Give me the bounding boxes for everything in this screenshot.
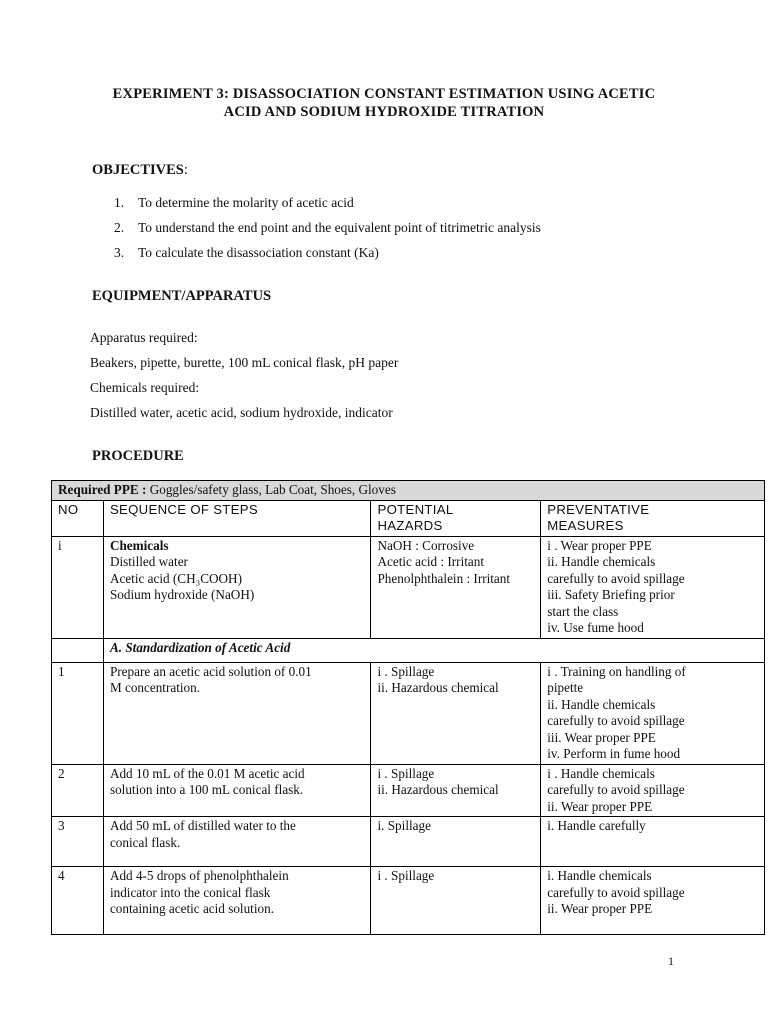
row-hazards <box>371 817 541 867</box>
measure-line: pipette <box>547 680 584 695</box>
measure-line: iii. Safety Briefing prior <box>547 587 675 602</box>
ppe-row <box>52 481 765 501</box>
measure-line: i . Training on handling of <box>547 663 686 679</box>
step-title: Chemicals <box>109 537 169 553</box>
list-item-text: To determine the molarity of acetic acid <box>138 195 354 210</box>
table-row <box>52 536 765 638</box>
ppe-value: Goggles/safety glass, Lab Coat, Shoes, Gloves <box>146 482 396 497</box>
procedure-table <box>51 480 765 935</box>
row-steps <box>103 764 371 817</box>
list-item-number: 1. <box>114 195 125 210</box>
row-steps <box>103 662 371 764</box>
step-line: indicator into the conical flask <box>109 884 271 900</box>
step-line: containing acetic acid solution. <box>109 901 274 916</box>
chemicals-label: Chemicals required: <box>90 380 200 395</box>
hazard-line: ii. Hazardous chemical <box>377 782 499 797</box>
list-item-number: 2. <box>114 220 125 235</box>
table-row <box>52 662 765 764</box>
row-steps <box>103 536 371 638</box>
section-empty-cell <box>52 638 104 662</box>
header-measures-line: PREVENTATIVE <box>547 501 650 517</box>
row-number: 3 <box>52 817 104 867</box>
measure-line: ii. Handle chemicals <box>547 554 656 569</box>
header-measures-line: MEASURES <box>547 518 624 533</box>
measure-line: i. Handle chemicals <box>547 868 652 883</box>
title-line-2: ACID AND SODIUM HYDROXIDE TITRATION <box>223 104 545 120</box>
measure-line: ii. Handle chemicals <box>547 696 656 712</box>
list-item <box>114 220 541 245</box>
row-hazards <box>371 867 541 935</box>
step-line: Distilled water <box>109 554 188 569</box>
row-measures <box>541 536 765 638</box>
table-row <box>52 817 765 867</box>
hazard-line: i. Spillage <box>377 818 431 833</box>
step-line: Sodium hydroxide (NaOH) <box>109 587 255 602</box>
chemicals-list: Distilled water, acetic acid, sodium hydroxide, indicator <box>90 405 393 420</box>
measure-line: ii. Wear proper PPE <box>547 798 653 814</box>
row-steps <box>103 867 371 935</box>
row-number: i <box>52 536 104 638</box>
header-hazards-line: HAZARDS <box>377 518 443 533</box>
measure-line: ii. Wear proper PPE <box>547 901 653 916</box>
header-measures <box>541 500 765 536</box>
section-title: A. Standardization of Acetic Acid <box>103 638 764 662</box>
step-line: Add 50 mL of distilled water to the <box>109 818 296 833</box>
step-line: conical flask. <box>109 834 181 850</box>
measure-line: iii. Wear proper PPE <box>547 729 656 745</box>
header-hazards-line: POTENTIAL <box>377 501 454 517</box>
row-hazards <box>371 764 541 817</box>
hazard-line: i . Spillage <box>377 765 435 781</box>
step-line: Acetic acid (CH₃COOH) <box>109 570 242 586</box>
procedure-heading: PROCEDURE <box>92 448 184 464</box>
apparatus-list: Beakers, pipette, burette, 100 mL conical flask, pH paper <box>90 355 399 370</box>
measure-line: start the class <box>547 603 619 619</box>
hazard-line: i . Spillage <box>377 868 435 883</box>
equipment-heading: EQUIPMENT/APPARATUS <box>92 288 272 304</box>
header-hazards <box>371 500 541 536</box>
apparatus-label: Apparatus required: <box>90 330 198 345</box>
page-number: 1 <box>668 954 674 968</box>
measure-line: i . Wear proper PPE <box>547 537 652 553</box>
title-line-1: EXPERIMENT 3: DISASSOCIATION CONSTANT ESTIMATION USING ACETIC <box>112 86 656 102</box>
row-measures <box>541 662 765 764</box>
table-row <box>52 764 765 817</box>
hazard-line: NaOH : Corrosive <box>377 537 475 553</box>
measure-line: carefully to avoid spillage <box>547 782 685 797</box>
objectives-list <box>114 195 541 270</box>
measure-line: iv. Perform in fume hood <box>547 746 681 761</box>
row-measures <box>541 817 765 867</box>
row-number: 1 <box>52 662 104 764</box>
measure-line: carefully to avoid spillage <box>547 570 685 586</box>
row-number: 2 <box>52 764 104 817</box>
list-item-text: To calculate the disassociation constant (Ka) <box>138 245 379 260</box>
row-number: 4 <box>52 867 104 935</box>
list-item <box>114 195 541 220</box>
hazard-line: ii. Hazardous chemical <box>377 680 499 695</box>
table-row <box>52 867 765 935</box>
hazard-line: Acetic acid : Irritant <box>377 554 485 569</box>
document-title <box>60 85 708 121</box>
objectives-heading <box>92 162 188 179</box>
section-row <box>52 638 765 662</box>
list-item-text: To understand the end point and the equivalent point of titrimetric analysis <box>138 220 541 235</box>
row-measures <box>541 764 765 817</box>
row-hazards <box>371 662 541 764</box>
measure-line: iv. Use fume hood <box>547 620 644 635</box>
list-item <box>114 245 541 270</box>
row-steps <box>103 817 371 867</box>
step-line: Prepare an acetic acid solution of 0.01 <box>109 663 312 679</box>
measure-line: carefully to avoid spillage <box>547 713 685 728</box>
hazard-line: Phenolphthalein : Irritant <box>377 570 511 586</box>
step-line: solution into a 100 mL conical flask. <box>109 782 304 797</box>
measure-line: i . Handle chemicals <box>547 765 655 781</box>
list-item-number: 3. <box>114 245 125 260</box>
row-measures <box>541 867 765 935</box>
measure-line: carefully to avoid spillage <box>547 884 685 900</box>
step-line: Add 4-5 drops of phenolphthalein <box>109 868 289 883</box>
header-steps: SEQUENCE OF STEPS <box>103 500 371 536</box>
header-no: NO <box>52 500 104 536</box>
measure-line: i. Handle carefully <box>547 818 646 833</box>
ppe-cell <box>52 481 765 501</box>
ppe-label: Required PPE : <box>58 482 147 497</box>
step-line: M concentration. <box>109 680 201 695</box>
hazard-line: i . Spillage <box>377 663 435 679</box>
step-line: Add 10 mL of the 0.01 M acetic acid <box>109 765 305 781</box>
table-header-row <box>52 500 765 536</box>
objectives-heading-colon: : <box>183 162 188 178</box>
row-hazards <box>371 536 541 638</box>
objectives-heading-text: OBJECTIVES <box>92 162 184 178</box>
